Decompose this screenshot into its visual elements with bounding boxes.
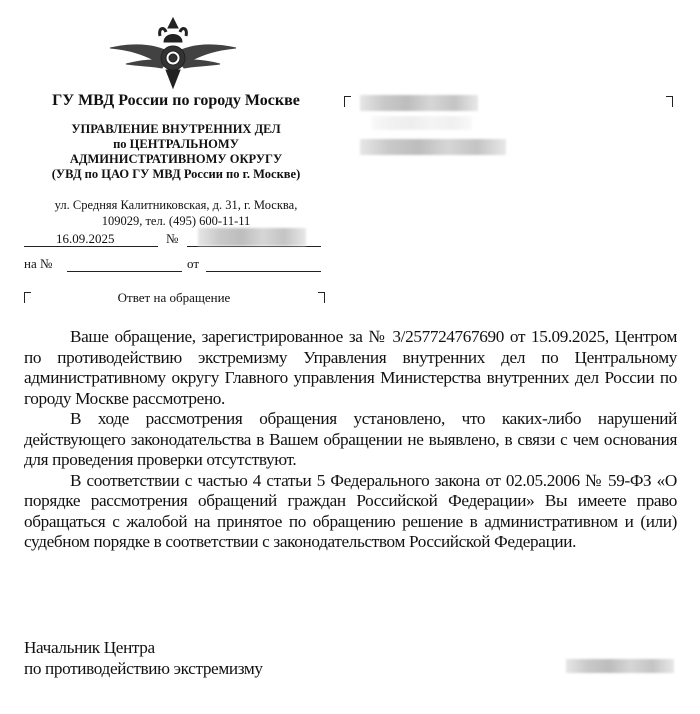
address-line: ул. Средняя Калитниковская, д. 31, г. Москва, [54, 198, 298, 212]
date-underline [24, 246, 158, 247]
addressee-bracket-right [666, 96, 673, 107]
letter-subject: Ответ на обращение [117, 290, 231, 305]
address [20, 197, 332, 229]
body-paragraph: В соответствии с частью 4 статьи 5 Федерального закона от 02.05.2006 № 59-ФЗ «О порядке рассмотрения обращений граждан Российской Федерации» Вы имеете право обращаться с жалобой на принятое по обращению решение в административном и (или) судебном порядке в соответствии с законодательством Российской Федерации. [24, 470, 677, 551]
reply-number-label: на № [24, 256, 53, 271]
redacted-addressee-line [360, 95, 478, 111]
signatory-title: Начальник Центра [24, 638, 155, 657]
letter-number-label: № [166, 231, 179, 246]
redacted-number [198, 228, 306, 246]
department-line: (УВД по ЦАО ГУ МВД России по г. Москве) [51, 167, 301, 181]
reply-number-underline [67, 271, 182, 272]
department-name [20, 122, 332, 182]
reply-date-underline [206, 271, 321, 272]
signatory-block [24, 637, 263, 679]
letter-body [24, 327, 677, 553]
department-line: по ЦЕНТРАЛЬНОМУ [113, 137, 239, 151]
body-paragraph: Ваше обращение, зарегистрированное за № 3/257724767690 от 15.09.2025, Центром по противодействию экстремизму Управления внутренних дел по Центральному административному округу Главного управления Министерства внутренних дел России по городу Москве рассмотрено. [24, 327, 677, 408]
department-line: АДМИНИСТРАТИВНОМУ ОКРУГУ [69, 152, 283, 166]
signatory-title: по противодействию экстремизму [24, 659, 263, 678]
addressee-bracket-left [344, 96, 351, 107]
redacted-addressee-line [372, 116, 472, 130]
number-underline [187, 246, 321, 247]
org-title: ГУ МВД России по городу Москве [52, 92, 300, 109]
letter-date: 16.09.2025 [56, 231, 115, 246]
reply-date-label: от [187, 256, 200, 271]
department-line: УПРАВЛЕНИЕ ВНУТРЕННИХ ДЕЛ [71, 122, 281, 136]
body-paragraph: В ходе рассмотрения обращения установлено, что каких-либо нарушений действующего законодательства в Вашем обращении не выявлено, в связи с чем основания для проведения проверки отсутствуют. [24, 409, 677, 469]
redacted-addressee-line [360, 139, 506, 155]
mvd-emblem-icon [108, 14, 238, 90]
redacted-signatory-name [566, 659, 674, 673]
address-line: 109029, тел. (495) 600-11-11 [101, 214, 251, 228]
